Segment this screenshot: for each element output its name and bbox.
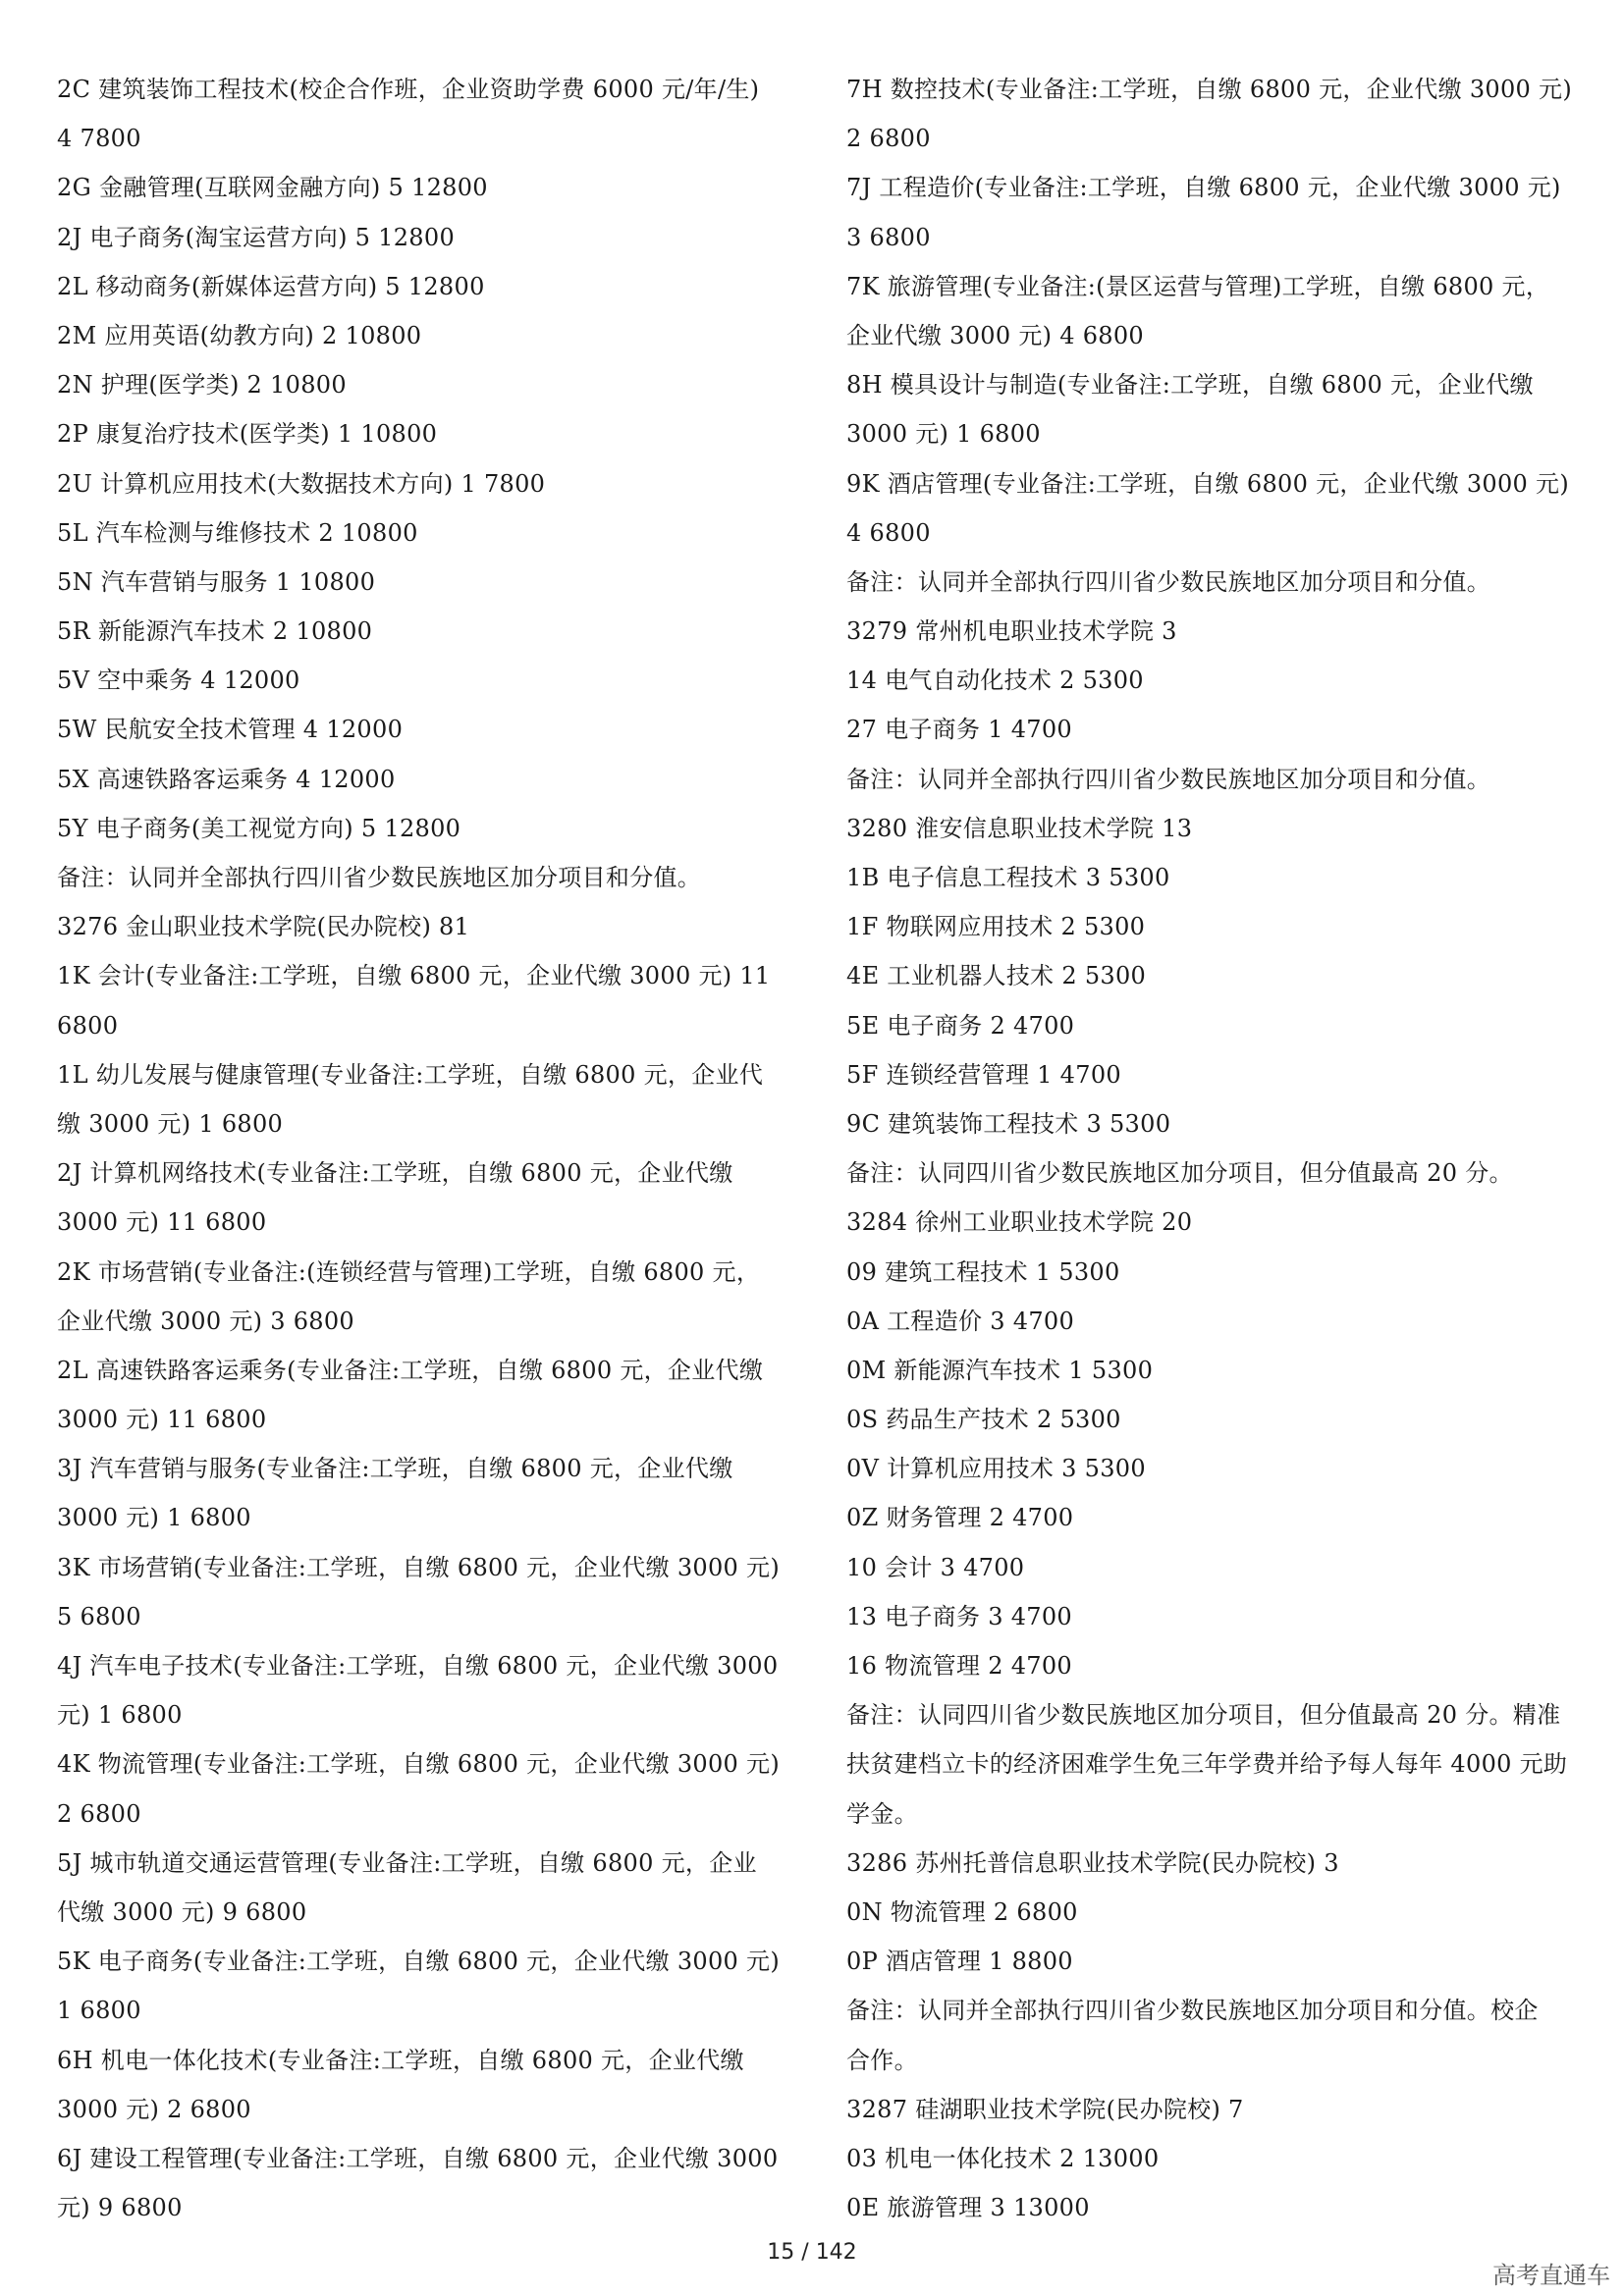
text-line: 3000 元) 1 6800 — [846, 420, 1041, 449]
text-line: 2L 移动商务(新媒体运营方向) 5 12800 — [57, 272, 485, 300]
text-line: 0E 旅游管理 3 13000 — [846, 2194, 1090, 2222]
right-column — [846, 65, 1593, 2232]
text-line: 2G 金融管理(互联网金融方向) 5 12800 — [57, 174, 488, 202]
text-line: 27 电子商务 1 4700 — [846, 716, 1072, 744]
text-line: 5Y 电子商务(美工视觉方向) 5 12800 — [57, 814, 461, 842]
text-line: 8H 模具设计与制造(专业备注:工学班，自缴 6800 元，企业代缴 — [846, 371, 1534, 400]
text-line: 4 7800 — [57, 125, 141, 153]
text-line: 5X 高速铁路客运乘务 4 12000 — [57, 765, 396, 793]
text-line: 6800 — [57, 1011, 119, 1040]
text-line: 2 6800 — [57, 1799, 141, 1828]
text-line: 3286 苏州托普信息职业技术学院(民办院校) 3 — [846, 1848, 1339, 1877]
text-line: 5N 汽车营销与服务 1 10800 — [57, 567, 376, 596]
text-line: 3276 金山职业技术学院(民办院校) 81 — [57, 913, 470, 941]
text-line: 5K 电子商务(专业备注:工学班，自缴 6800 元，企业代缴 3000 元) — [57, 1948, 781, 1976]
text-line: 备注：认同并全部执行四川省少数民族地区加分项目和分值。校企 — [846, 1997, 1539, 2025]
text-line: 3000 元) 1 6800 — [57, 1504, 251, 1532]
page-number: 15 / 142 — [767, 2240, 857, 2265]
text-line: 3287 硅湖职业技术学院(民办院校) 7 — [846, 2095, 1244, 2123]
text-line: 0V 计算机应用技术 3 5300 — [846, 1455, 1146, 1483]
text-line: 5E 电子商务 2 4700 — [846, 1011, 1075, 1040]
text-line: 10 会计 3 4700 — [846, 1553, 1025, 1581]
text-line: 学金。 — [846, 1799, 918, 1828]
text-line: 1 6800 — [57, 1997, 141, 2025]
text-line: 3280 淮安信息职业技术学院 13 — [846, 814, 1193, 842]
text-line: 2J 计算机网络技术(专业备注:工学班，自缴 6800 元，企业代缴 — [57, 1159, 733, 1188]
text-line: 4 6800 — [846, 518, 931, 547]
text-line: 9C 建筑装饰工程技术 3 5300 — [846, 1109, 1171, 1138]
text-line: 元) 1 6800 — [57, 1701, 183, 1730]
text-line: 备注：认同四川省少数民族地区加分项目，但分值最高 20 分。精准 — [846, 1701, 1561, 1730]
text-line: 5F 连锁经营管理 1 4700 — [846, 1060, 1121, 1089]
text-line: 企业代缴 3000 元) 3 6800 — [57, 1307, 355, 1335]
text-line: 13 电子商务 3 4700 — [846, 1602, 1072, 1630]
text-line: 3000 元) 11 6800 — [57, 1208, 267, 1237]
text-line: 代缴 3000 元) 9 6800 — [57, 1897, 307, 1926]
text-line: 0Z 财务管理 2 4700 — [846, 1504, 1074, 1532]
text-line: 备注：认同并全部执行四川省少数民族地区加分项目和分值。 — [57, 864, 702, 891]
text-line: 1L 幼儿发展与健康管理(专业备注:工学班，自缴 6800 元，企业代 — [57, 1060, 764, 1089]
text-line: 3 6800 — [846, 223, 931, 251]
text-line: 1B 电子信息工程技术 3 5300 — [846, 864, 1170, 891]
text-line: 5R 新能源汽车技术 2 10800 — [57, 617, 373, 646]
text-line: 0M 新能源汽车技术 1 5300 — [846, 1356, 1154, 1384]
text-line: 2P 康复治疗技术(医学类) 1 10800 — [57, 420, 438, 449]
text-line: 5J 城市轨道交通运营管理(专业备注:工学班，自缴 6800 元，企业 — [57, 1848, 757, 1877]
text-line: 7K 旅游管理(专业备注:(景区运营与管理)工学班，自缴 6800 元， — [846, 272, 1550, 300]
text-line: 5L 汽车检测与维修技术 2 10800 — [57, 518, 418, 547]
text-line: 0P 酒店管理 1 8800 — [846, 1948, 1073, 1976]
text-line: 7J 工程造价(专业备注:工学班，自缴 6800 元，企业代缴 3000 元) — [846, 174, 1561, 202]
text-line: 缴 3000 元) 1 6800 — [57, 1109, 284, 1138]
text-line: 0S 药品生产技术 2 5300 — [846, 1406, 1121, 1434]
text-line: 3J 汽车营销与服务(专业备注:工学班，自缴 6800 元，企业代缴 — [57, 1455, 733, 1483]
text-line: 备注：认同四川省少数民族地区加分项目，但分值最高 20 分。 — [846, 1159, 1513, 1188]
text-line: 09 建筑工程技术 1 5300 — [846, 1257, 1120, 1286]
text-line: 5W 民航安全技术管理 4 12000 — [57, 716, 404, 744]
text-line: 1F 物联网应用技术 2 5300 — [846, 913, 1146, 941]
text-line: 5 6800 — [57, 1602, 141, 1630]
text-line: 2M 应用英语(幼教方向) 2 10800 — [57, 321, 422, 349]
text-line: 5V 空中乘务 4 12000 — [57, 667, 300, 695]
text-line: 2L 高速铁路客运乘务(专业备注:工学班，自缴 6800 元，企业代缴 — [57, 1356, 764, 1384]
text-line: 3000 元) 11 6800 — [57, 1406, 267, 1434]
text-line: 备注：认同并全部执行四川省少数民族地区加分项目和分值。 — [846, 765, 1491, 793]
text-line: 3K 市场营销(专业备注:工学班，自缴 6800 元，企业代缴 3000 元) — [57, 1553, 781, 1581]
text-line: 3279 常州机电职业技术学院 3 — [846, 617, 1177, 646]
text-line: 3284 徐州工业职业技术学院 20 — [846, 1208, 1193, 1237]
text-line: 7H 数控技术(专业备注:工学班，自缴 6800 元，企业代缴 3000 元) — [846, 76, 1573, 103]
text-line: 2K 市场营销(专业备注:(连锁经营与管理)工学班，自缴 6800 元， — [57, 1257, 761, 1286]
text-line: 2U 计算机应用技术(大数据技术方向) 1 7800 — [57, 469, 546, 498]
text-line: 3000 元) 2 6800 — [57, 2095, 251, 2123]
text-line: 6J 建设工程管理(专业备注:工学班，自缴 6800 元，企业代缴 3000 — [57, 2144, 779, 2172]
text-line: 0N 物流管理 2 6800 — [846, 1897, 1078, 1926]
text-line: 元) 9 6800 — [57, 2194, 183, 2222]
watermark-text: 高考直通车 — [1492, 2262, 1610, 2289]
text-line: 4E 工业机器人技术 2 5300 — [846, 962, 1147, 990]
text-line: 9K 酒店管理(专业备注:工学班，自缴 6800 元，企业代缴 3000 元) — [846, 469, 1570, 498]
text-line: 16 物流管理 2 4700 — [846, 1652, 1072, 1680]
text-line: 4J 汽车电子技术(专业备注:工学班，自缴 6800 元，企业代缴 3000 — [57, 1652, 779, 1680]
left-column — [57, 65, 803, 2232]
text-line: 03 机电一体化技术 2 13000 — [846, 2144, 1160, 2172]
text-line: 企业代缴 3000 元) 4 6800 — [846, 321, 1145, 349]
text-line: 0A 工程造价 3 4700 — [846, 1307, 1075, 1335]
text-line: 2N 护理(医学类) 2 10800 — [57, 371, 347, 400]
text-line: 2J 电子商务(淘宝运营方向) 5 12800 — [57, 223, 456, 251]
text-line: 2C 建筑装饰工程技术(校企合作班，企业资助学费 6000 元/年/生) — [57, 76, 760, 103]
text-line: 扶贫建档立卡的经济困难学生免三年学费并给予每人每年 4000 元助 — [846, 1750, 1568, 1779]
text-line: 合作。 — [846, 2046, 918, 2074]
text-line: 备注：认同并全部执行四川省少数民族地区加分项目和分值。 — [846, 567, 1491, 596]
text-line: 1K 会计(专业备注:工学班，自缴 6800 元，企业代缴 3000 元) 11 — [57, 962, 771, 990]
text-line: 4K 物流管理(专业备注:工学班，自缴 6800 元，企业代缴 3000 元) — [57, 1750, 781, 1779]
text-line: 14 电气自动化技术 2 5300 — [846, 667, 1144, 695]
text-line: 6H 机电一体化技术(专业备注:工学班，自缴 6800 元，企业代缴 — [57, 2046, 744, 2074]
text-line: 2 6800 — [846, 125, 931, 153]
